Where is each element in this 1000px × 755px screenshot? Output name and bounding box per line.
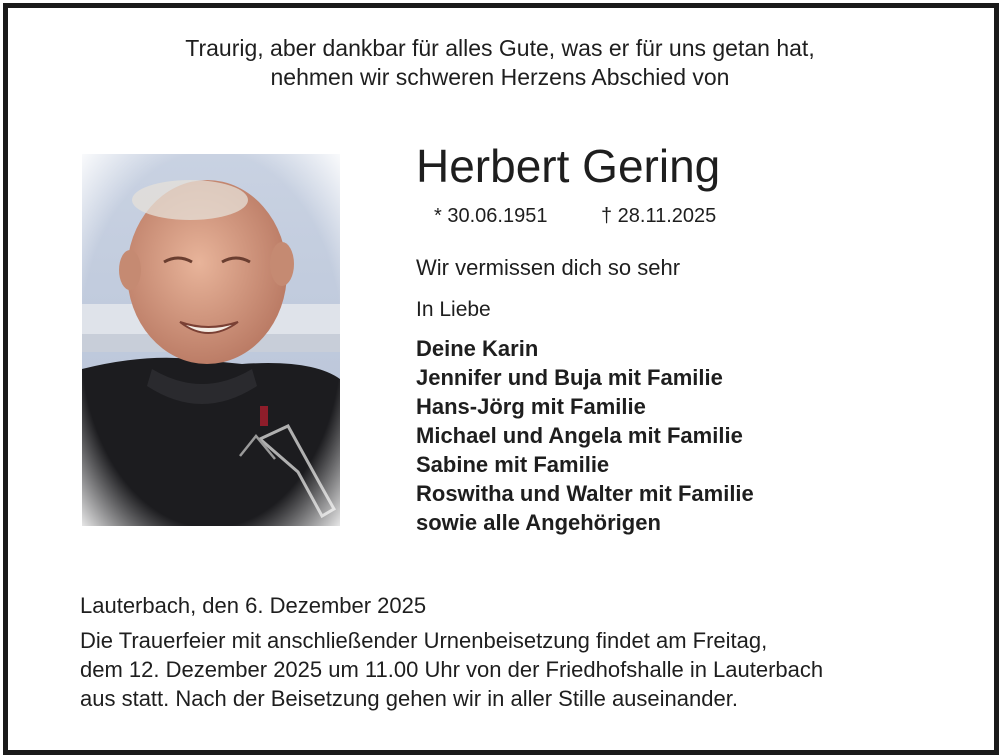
mourner-item: sowie alle Angehörigen bbox=[416, 510, 661, 535]
intro-line-1: Traurig, aber dankbar für alles Gute, was er für uns getan hat, bbox=[185, 35, 815, 61]
service-line-3: aus statt. Nach der Beisetzung gehen wir in aller Stille auseinander. bbox=[80, 686, 738, 711]
portrait-photo bbox=[82, 154, 340, 526]
mourner-item: Sabine mit Familie bbox=[416, 452, 610, 477]
mourner-item: Michael und Angela mit Familie bbox=[416, 423, 743, 448]
mourners-list bbox=[416, 334, 754, 537]
mourner-item: Deine Karin bbox=[416, 336, 539, 361]
mourner-item: Roswitha und Walter mit Familie bbox=[416, 481, 754, 506]
service-info bbox=[80, 626, 940, 713]
mourner-item: Hans-Jörg mit Familie bbox=[416, 394, 646, 419]
deceased-name: Herbert Gering bbox=[416, 140, 721, 192]
service-line-2: dem 12. Dezember 2025 um 11.00 Uhr von der Friedhofshalle in Lauterbach bbox=[80, 657, 824, 682]
death-date: † 28.11.2025 bbox=[601, 205, 717, 227]
intro-line-2: nehmen wir schweren Herzens Abschied von bbox=[270, 64, 730, 90]
motto-text: Wir vermissen dich so sehr bbox=[416, 255, 681, 280]
service-line-1: Die Trauerfeier mit anschließender Urnenbeisetzung findet am Freitag, bbox=[80, 628, 768, 653]
birth-date: * 30.06.1951 bbox=[434, 205, 548, 227]
in-love-text: In Liebe bbox=[416, 298, 491, 321]
mourner-item: Jennifer und Buja mit Familie bbox=[416, 365, 723, 390]
place-date: Lauterbach, den 6. Dezember 2025 bbox=[80, 593, 427, 618]
